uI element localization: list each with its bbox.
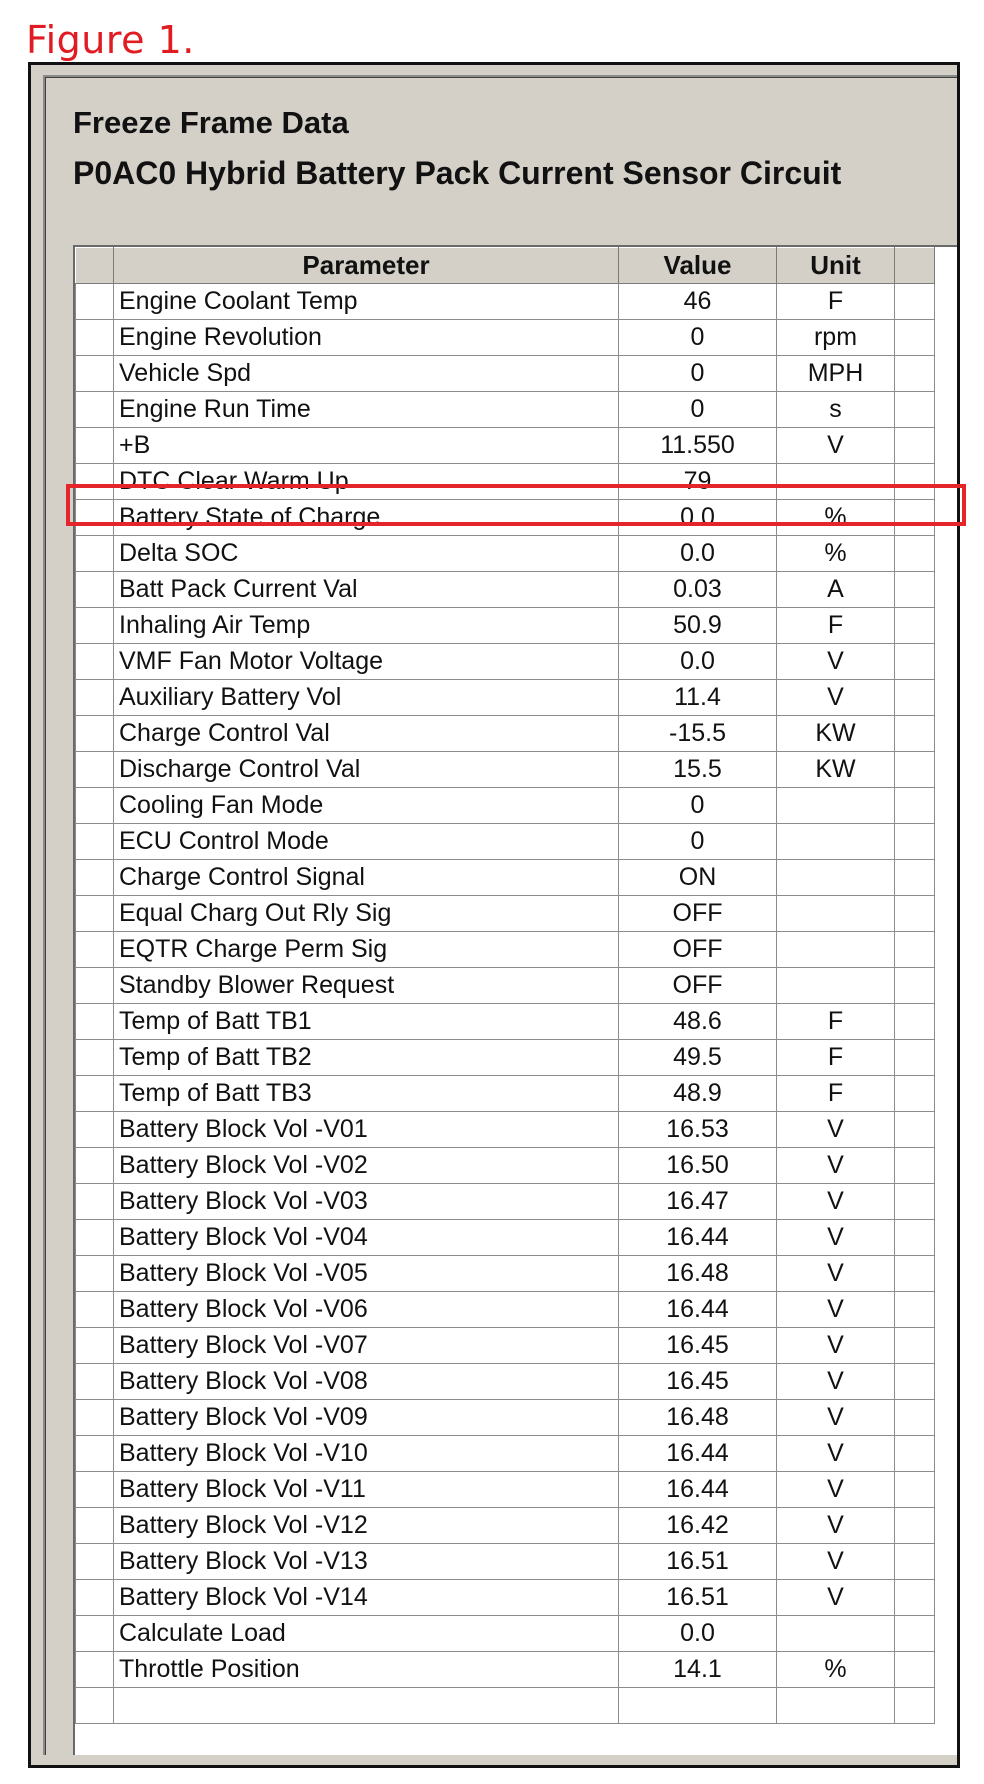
row-selector-cell (76, 1148, 114, 1184)
value-cell: OFF (619, 896, 777, 932)
row-selector-cell (76, 428, 114, 464)
table-row[interactable] (76, 860, 935, 896)
row-selector-cell (76, 716, 114, 752)
extra-cell (895, 536, 935, 572)
table-row[interactable] (76, 464, 935, 500)
value-cell: 16.48 (619, 1256, 777, 1292)
extra-cell (895, 1364, 935, 1400)
value-cell: 16.44 (619, 1472, 777, 1508)
unit-cell: V (777, 1112, 895, 1148)
parameter-cell: Battery Block Vol -V10 (114, 1436, 619, 1472)
value-cell: 0.0 (619, 1616, 777, 1652)
extra-cell (895, 1616, 935, 1652)
row-selector-cell (76, 680, 114, 716)
table-row[interactable] (76, 1364, 935, 1400)
value-cell: 16.47 (619, 1184, 777, 1220)
table-row[interactable] (76, 1616, 935, 1652)
table-body (76, 284, 935, 1724)
row-selector-cell (76, 1076, 114, 1112)
row-selector-cell (76, 932, 114, 968)
table-row[interactable] (76, 356, 935, 392)
table-row[interactable] (76, 1004, 935, 1040)
value-cell: 16.42 (619, 1508, 777, 1544)
parameter-cell (114, 1688, 619, 1724)
unit-cell: V (777, 1220, 895, 1256)
unit-cell (777, 788, 895, 824)
unit-cell: V (777, 1472, 895, 1508)
row-selector-cell (76, 392, 114, 428)
extra-cell (895, 1004, 935, 1040)
unit-cell: F (777, 1004, 895, 1040)
parameter-cell: Calculate Load (114, 1616, 619, 1652)
value-cell: 16.44 (619, 1220, 777, 1256)
extra-cell (895, 392, 935, 428)
unit-cell: F (777, 1076, 895, 1112)
parameter-cell: Battery Block Vol -V03 (114, 1184, 619, 1220)
row-selector-cell (76, 644, 114, 680)
row-selector-cell (76, 608, 114, 644)
row-selector-cell (76, 1040, 114, 1076)
extra-cell (895, 788, 935, 824)
table-row[interactable] (76, 716, 935, 752)
extra-cell (895, 1148, 935, 1184)
extra-cell (895, 896, 935, 932)
row-selector-cell (76, 500, 114, 536)
unit-cell: MPH (777, 356, 895, 392)
dtc-subtitle: P0AC0 Hybrid Battery Pack Current Sensor Circuit (73, 155, 842, 191)
window-title: Freeze Frame Data (73, 105, 349, 140)
unit-cell: V (777, 1328, 895, 1364)
unit-cell: % (777, 1652, 895, 1688)
value-cell: 0 (619, 356, 777, 392)
value-cell: 16.45 (619, 1364, 777, 1400)
column-header-extra[interactable] (895, 248, 935, 284)
table-row[interactable] (76, 1580, 935, 1616)
extra-cell (895, 1328, 935, 1364)
table-row[interactable] (76, 752, 935, 788)
value-cell: 16.44 (619, 1436, 777, 1472)
parameter-cell: Battery Block Vol -V14 (114, 1580, 619, 1616)
table-row[interactable] (76, 1040, 935, 1076)
parameter-cell: Battery Block Vol -V04 (114, 1220, 619, 1256)
parameter-cell: Battery Block Vol -V13 (114, 1544, 619, 1580)
extra-cell (895, 1436, 935, 1472)
unit-cell (777, 968, 895, 1004)
row-selector-cell (76, 1184, 114, 1220)
parameter-cell: Battery Block Vol -V05 (114, 1256, 619, 1292)
row-selector-cell (76, 284, 114, 320)
extra-cell (895, 500, 935, 536)
table-row[interactable] (76, 896, 935, 932)
extra-cell (895, 1040, 935, 1076)
parameter-cell: Throttle Position (114, 1652, 619, 1688)
table-row[interactable] (76, 1256, 935, 1292)
extra-cell (895, 1652, 935, 1688)
row-selector-cell (76, 1364, 114, 1400)
table-row[interactable] (76, 320, 935, 356)
extra-cell (895, 464, 935, 500)
table-row[interactable] (76, 680, 935, 716)
table-row[interactable] (76, 1508, 935, 1544)
parameter-cell: Battery Block Vol -V02 (114, 1148, 619, 1184)
value-cell: 79 (619, 464, 777, 500)
unit-cell: V (777, 428, 895, 464)
column-header-parameter[interactable]: Parameter (114, 248, 619, 284)
value-cell: 11.550 (619, 428, 777, 464)
extra-cell (895, 1688, 935, 1724)
table-row[interactable] (76, 644, 935, 680)
unit-cell: s (777, 392, 895, 428)
value-cell: 0 (619, 788, 777, 824)
table-row[interactable] (76, 1544, 935, 1580)
extra-cell (895, 644, 935, 680)
row-selector-cell (76, 1652, 114, 1688)
parameter-cell: +B (114, 428, 619, 464)
parameter-cell: Temp of Batt TB2 (114, 1040, 619, 1076)
value-cell: ON (619, 860, 777, 896)
unit-cell: KW (777, 716, 895, 752)
unit-cell: % (777, 536, 895, 572)
table-row[interactable] (76, 500, 935, 536)
unit-cell: F (777, 1040, 895, 1076)
value-cell: 0 (619, 392, 777, 428)
value-cell: 0 (619, 824, 777, 860)
extra-cell (895, 860, 935, 896)
parameter-cell: VMF Fan Motor Voltage (114, 644, 619, 680)
value-cell: 15.5 (619, 752, 777, 788)
unit-cell: V (777, 1580, 895, 1616)
extra-cell (895, 752, 935, 788)
table-row[interactable] (76, 1148, 935, 1184)
parameter-cell: Battery State of Charge (114, 500, 619, 536)
row-selector-cell (76, 320, 114, 356)
freeze-frame-table (75, 247, 935, 1724)
row-selector-cell (76, 572, 114, 608)
row-selector-cell (76, 1220, 114, 1256)
table-row[interactable] (76, 1328, 935, 1364)
table-row[interactable] (76, 1436, 935, 1472)
parameter-cell: Temp of Batt TB1 (114, 1004, 619, 1040)
row-selector-cell (76, 1328, 114, 1364)
row-selector-cell (76, 860, 114, 896)
column-header-value[interactable]: Value (619, 248, 777, 284)
row-selector-cell (76, 1436, 114, 1472)
extra-cell (895, 932, 935, 968)
parameter-cell: Discharge Control Val (114, 752, 619, 788)
parameter-cell: Engine Run Time (114, 392, 619, 428)
row-selector-cell (76, 824, 114, 860)
value-cell: 48.9 (619, 1076, 777, 1112)
parameter-cell: Battery Block Vol -V08 (114, 1364, 619, 1400)
unit-cell: V (777, 1436, 895, 1472)
extra-cell (895, 1076, 935, 1112)
extra-cell (895, 428, 935, 464)
value-cell (619, 1688, 777, 1724)
extra-cell (895, 1112, 935, 1148)
figure-caption: Figure 1. (26, 18, 195, 62)
parameter-cell: ECU Control Mode (114, 824, 619, 860)
row-selector-cell (76, 1580, 114, 1616)
window-panel (43, 75, 957, 1755)
value-cell: 16.51 (619, 1580, 777, 1616)
extra-cell (895, 608, 935, 644)
table-row[interactable] (76, 1076, 935, 1112)
unit-cell: F (777, 284, 895, 320)
parameter-cell: Battery Block Vol -V01 (114, 1112, 619, 1148)
parameter-cell: Charge Control Signal (114, 860, 619, 896)
row-selector-cell (76, 1472, 114, 1508)
unit-cell: V (777, 644, 895, 680)
extra-cell (895, 1220, 935, 1256)
table-row[interactable] (76, 536, 935, 572)
unit-cell: V (777, 1148, 895, 1184)
unit-cell: % (777, 500, 895, 536)
value-cell: 0.0 (619, 644, 777, 680)
row-selector-cell (76, 1292, 114, 1328)
unit-cell (777, 896, 895, 932)
parameter-cell: Auxiliary Battery Vol (114, 680, 619, 716)
parameter-cell: Vehicle Spd (114, 356, 619, 392)
value-cell: 48.6 (619, 1004, 777, 1040)
table-row[interactable] (76, 1184, 935, 1220)
parameter-cell: Battery Block Vol -V11 (114, 1472, 619, 1508)
row-selector-cell (76, 356, 114, 392)
unit-cell: V (777, 1544, 895, 1580)
table-row[interactable] (76, 1652, 935, 1688)
value-cell: 0.0 (619, 536, 777, 572)
value-cell: 0.0 (619, 500, 777, 536)
extra-cell (895, 356, 935, 392)
table-row[interactable] (76, 572, 935, 608)
extra-cell (895, 1544, 935, 1580)
extra-cell (895, 1472, 935, 1508)
table-row[interactable] (76, 1292, 935, 1328)
row-selector-cell (76, 1256, 114, 1292)
row-selector-cell (76, 896, 114, 932)
parameter-cell: EQTR Charge Perm Sig (114, 932, 619, 968)
unit-cell: V (777, 1400, 895, 1436)
value-cell: 16.50 (619, 1148, 777, 1184)
unit-cell: A (777, 572, 895, 608)
parameter-cell: DTC Clear Warm Up (114, 464, 619, 500)
table-row[interactable] (76, 284, 935, 320)
unit-cell: V (777, 1184, 895, 1220)
unit-cell (777, 464, 895, 500)
value-cell: 16.51 (619, 1544, 777, 1580)
value-cell: 11.4 (619, 680, 777, 716)
parameter-cell: Charge Control Val (114, 716, 619, 752)
value-cell: 16.48 (619, 1400, 777, 1436)
extra-cell (895, 824, 935, 860)
table-row[interactable] (76, 608, 935, 644)
table-row[interactable] (76, 1220, 935, 1256)
value-cell: 16.45 (619, 1328, 777, 1364)
data-grid-container[interactable] (73, 245, 957, 1755)
table-row[interactable] (76, 392, 935, 428)
parameter-cell: Cooling Fan Mode (114, 788, 619, 824)
extra-cell (895, 1256, 935, 1292)
extra-cell (895, 1508, 935, 1544)
row-selector-cell (76, 968, 114, 1004)
table-row[interactable] (76, 1112, 935, 1148)
row-selector-cell (76, 1004, 114, 1040)
unit-cell: V (777, 680, 895, 716)
row-selector-cell (76, 788, 114, 824)
extra-cell (895, 320, 935, 356)
table-row[interactable] (76, 932, 935, 968)
value-cell: OFF (619, 932, 777, 968)
parameter-cell: Battery Block Vol -V06 (114, 1292, 619, 1328)
table-header-row (76, 248, 935, 284)
unit-cell (777, 860, 895, 896)
row-selector-cell (76, 1544, 114, 1580)
extra-cell (895, 572, 935, 608)
row-selector-cell (76, 752, 114, 788)
unit-cell: KW (777, 752, 895, 788)
parameter-cell: Battery Block Vol -V09 (114, 1400, 619, 1436)
value-cell: 14.1 (619, 1652, 777, 1688)
parameter-cell: Battery Block Vol -V12 (114, 1508, 619, 1544)
freeze-frame-window (28, 62, 960, 1768)
row-selector-cell (76, 1616, 114, 1652)
table-row[interactable] (76, 1400, 935, 1436)
value-cell: -15.5 (619, 716, 777, 752)
row-selector-cell (76, 1508, 114, 1544)
unit-cell: V (777, 1256, 895, 1292)
table-row[interactable] (76, 788, 935, 824)
table-row[interactable] (76, 968, 935, 1004)
extra-cell (895, 968, 935, 1004)
unit-cell: V (777, 1508, 895, 1544)
unit-cell: F (777, 608, 895, 644)
extra-cell (895, 1184, 935, 1220)
unit-cell: V (777, 1364, 895, 1400)
unit-cell: rpm (777, 320, 895, 356)
unit-cell (777, 932, 895, 968)
unit-cell (777, 1688, 895, 1724)
value-cell: 0.03 (619, 572, 777, 608)
table-row[interactable] (76, 824, 935, 860)
unit-cell (777, 1616, 895, 1652)
value-cell: 16.53 (619, 1112, 777, 1148)
parameter-cell: Battery Block Vol -V07 (114, 1328, 619, 1364)
row-selector-header[interactable] (76, 248, 114, 284)
row-selector-cell (76, 1112, 114, 1148)
parameter-cell: Equal Charg Out Rly Sig (114, 896, 619, 932)
parameter-cell: Delta SOC (114, 536, 619, 572)
unit-cell: V (777, 1292, 895, 1328)
row-selector-cell (76, 1400, 114, 1436)
extra-cell (895, 1580, 935, 1616)
extra-cell (895, 716, 935, 752)
row-selector-cell (76, 536, 114, 572)
value-cell: 0 (619, 320, 777, 356)
extra-cell (895, 1292, 935, 1328)
table-row[interactable] (76, 1688, 935, 1724)
parameter-cell: Engine Revolution (114, 320, 619, 356)
parameter-cell: Standby Blower Request (114, 968, 619, 1004)
unit-cell (777, 824, 895, 860)
table-row[interactable] (76, 1472, 935, 1508)
value-cell: OFF (619, 968, 777, 1004)
column-header-unit[interactable]: Unit (777, 248, 895, 284)
value-cell: 49.5 (619, 1040, 777, 1076)
parameter-cell: Temp of Batt TB3 (114, 1076, 619, 1112)
row-selector-cell (76, 464, 114, 500)
extra-cell (895, 1400, 935, 1436)
value-cell: 16.44 (619, 1292, 777, 1328)
parameter-cell: Inhaling Air Temp (114, 608, 619, 644)
extra-cell (895, 284, 935, 320)
extra-cell (895, 680, 935, 716)
value-cell: 46 (619, 284, 777, 320)
parameter-cell: Engine Coolant Temp (114, 284, 619, 320)
parameter-cell: Batt Pack Current Val (114, 572, 619, 608)
value-cell: 50.9 (619, 608, 777, 644)
table-row[interactable] (76, 428, 935, 464)
row-selector-cell (76, 1688, 114, 1724)
